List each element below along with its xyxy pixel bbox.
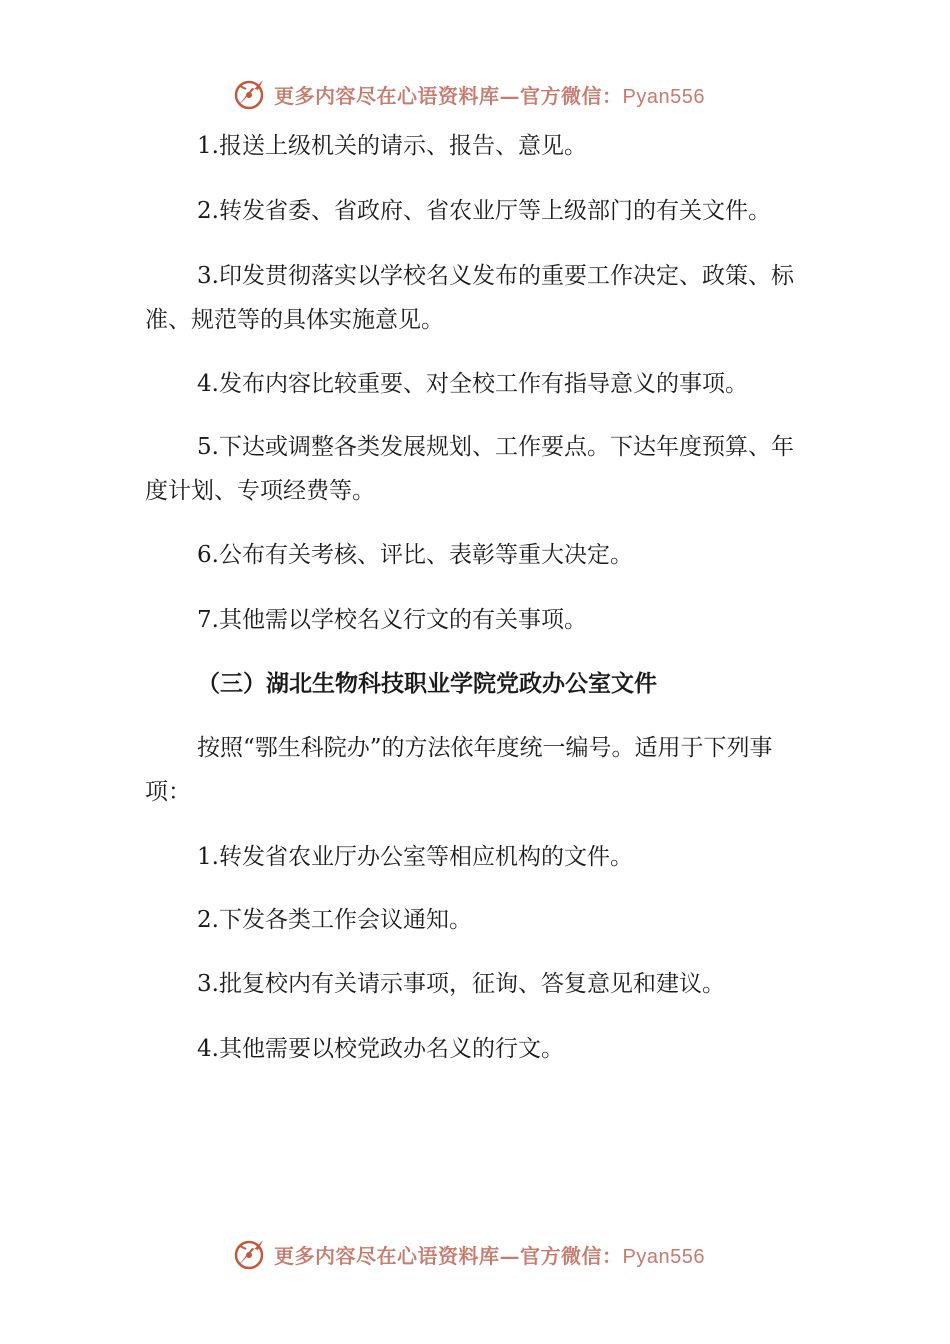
list-item: 1.报送上级机关的请示、报告、意见。 [197,133,587,159]
list-item: 7.其他需以学校名义行文的有关事项。 [197,607,587,633]
list-item: 1.转发省农业厅办公室等相应机构的文件。 [197,844,633,870]
list-item: 3.批复校内有关请示事项，征询、答复意见和建议。 [197,971,725,997]
list-item: 4.发布内容比较重要、对全校工作有指导意义的事项。 [197,371,748,397]
list-item: 4.其他需要以校党政办名义的行文。 [197,1036,564,1062]
watermark-contact: Pyan556 [622,85,705,108]
list-item: 6.公布有关考核、评比、表彰等重大决定。 [197,542,633,568]
watermark-text [274,1240,705,1269]
watermark-main: 更多内容尽在心语资料库—官方微信： [274,1243,623,1268]
list-item: 5.下达或调整各类发展规划、工作要点。下达年度预算、年度计划、专项经费等。 [145,434,794,504]
footer-watermark [232,1234,705,1274]
list-item: 3.印发贯彻落实以学校名义发布的重要工作决定、政策、标准、规范等的具体实施意见。 [145,263,794,333]
list-item: 2.转发省委、省政府、省农业厅等上级部门的有关文件。 [197,198,771,224]
watermark-text [274,80,705,109]
watermark-main: 更多内容尽在心语资料库—官方微信： [274,83,623,108]
list-item: 2.下发各类工作会议通知。 [197,907,472,933]
section-intro: 按照“鄂生科院办”的方法依年度统一编号。适用于下列事项： [145,735,773,805]
section-heading: （三）湖北生物科技职业学院党政办公室文件 [197,671,657,697]
header-watermark [232,74,705,114]
watermark-contact: Pyan556 [622,1245,705,1268]
quill-logo-icon [232,76,268,112]
quill-logo-icon [232,1236,268,1272]
